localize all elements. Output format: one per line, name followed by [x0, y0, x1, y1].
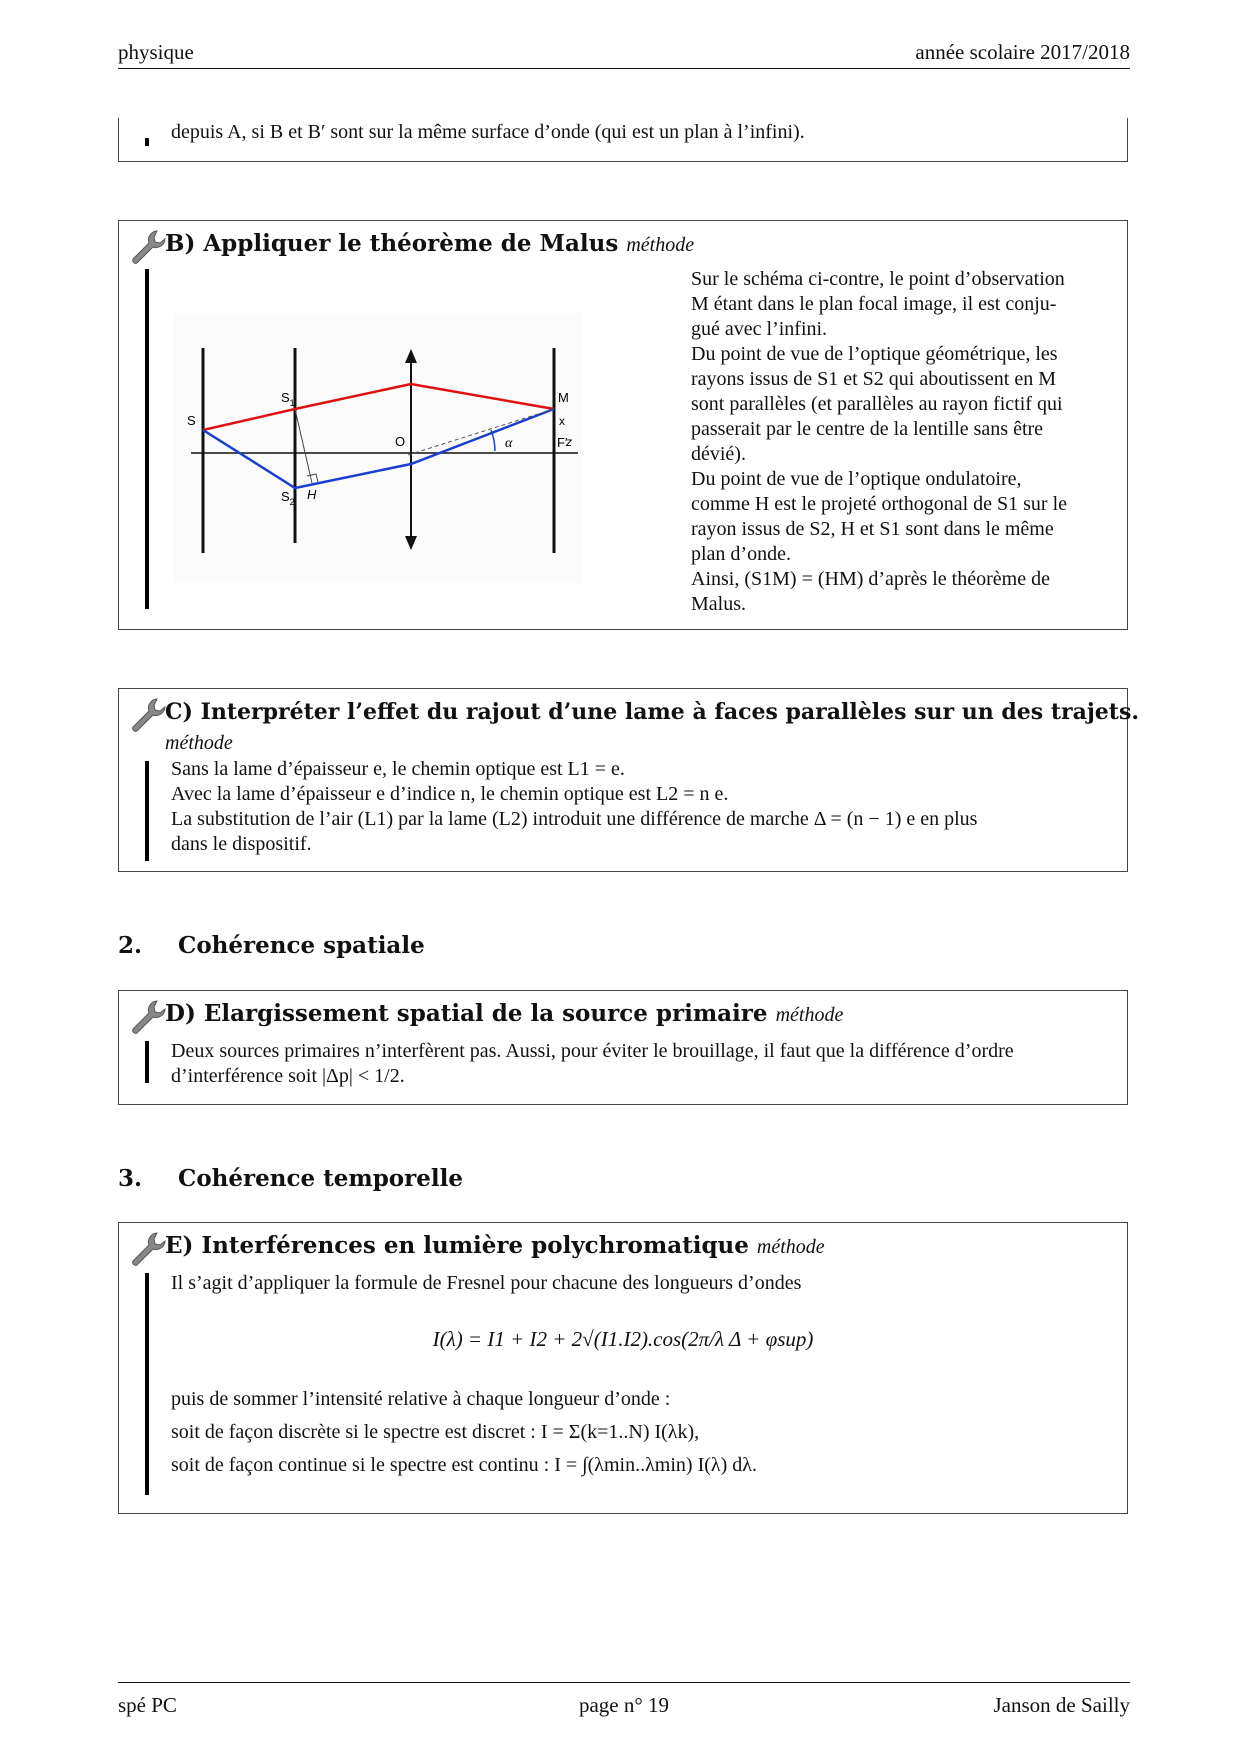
- box-polychromatique: [118, 1222, 1128, 1514]
- lame-line: Avec la lame d’épaisseur e d’indice n, le chemin optique est L2 = n e.: [171, 783, 729, 805]
- malus-line: Sur le schéma ci-contre, le point d’observation: [691, 268, 1065, 290]
- continuation-text: [171, 120, 805, 145]
- malus-line: dévié).: [691, 443, 746, 465]
- box-malus: [118, 220, 1128, 630]
- label-alpha: α: [505, 436, 513, 451]
- box-elargissement-text: [171, 1039, 1121, 1089]
- box-elargissement-title-text: D) Elargissement spatial de la source primaire: [165, 1000, 768, 1027]
- malus-line: plan d’onde.: [691, 543, 791, 565]
- label-S: S: [187, 413, 196, 428]
- malus-line: Ainsi, (S1M) = (HM) d’après le théorème de: [691, 568, 1050, 590]
- malus-line: comme H est le projeté orthogonal de S1 sur le: [691, 493, 1068, 515]
- label-F-prime: F′: [557, 435, 568, 450]
- box-lame-text: [171, 757, 1121, 857]
- malus-diagram: [173, 313, 583, 583]
- poly-continuous: soit de façon continue si le spectre est continu : I = ∫(λmin..λmin) I(λ) dλ.: [171, 1454, 757, 1476]
- continuation-line: depuis A, si B et B′ sont sur la même surface d’onde (qui est un plan à l’infini).: [171, 121, 805, 143]
- poly-discrete: soit de façon discrète si le spectre est discret : I = Σ(k=1..N) I(λk),: [171, 1421, 700, 1443]
- malus-line: Du point de vue de l’optique géométrique, les: [691, 343, 1058, 365]
- header-subject: physique: [118, 40, 194, 64]
- box-left-bar: [145, 138, 149, 146]
- malus-line: rayon issus de S2, H et S1 sont dans le même: [691, 518, 1054, 540]
- continuation-box: [118, 118, 1128, 162]
- box-polychromatique-title-text: E) Interférences en lumière polychromatique: [165, 1232, 749, 1259]
- lame-line: dans le dispositif.: [171, 833, 312, 855]
- box-elargissement-title: [165, 1001, 843, 1028]
- box-polychromatique-text-2: [171, 1383, 1121, 1482]
- box-lame-title: [165, 699, 1139, 725]
- box-left-bar: [145, 1041, 149, 1083]
- wrench-icon: [127, 227, 167, 267]
- methode-tag: méthode: [775, 1004, 844, 1026]
- malus-line: gué avec l’infini.: [691, 318, 828, 340]
- box-left-bar: [145, 1273, 149, 1495]
- box-elargissement: [118, 990, 1128, 1105]
- section-heading: [118, 932, 425, 959]
- methode-tag: méthode: [756, 1236, 825, 1258]
- label-H: H: [307, 487, 317, 502]
- wrench-icon: [127, 695, 167, 735]
- fresnel-formula: I(λ) = I1 + I2 + 2√(I1.I2).cos(2π/λ Δ + φsup): [432, 1327, 814, 1351]
- section-number: 2.: [118, 932, 143, 959]
- section-heading: [118, 1165, 463, 1192]
- poly-after: puis de sommer l’intensité relative à chaque longueur d’onde :: [171, 1388, 671, 1410]
- label-M: M: [558, 390, 569, 405]
- box-polychromatique-text: [171, 1271, 1121, 1296]
- section-title: Cohérence spatiale: [178, 932, 425, 959]
- elargissement-line: Deux sources primaires n’interfèrent pas. Aussi, pour éviter le brouillage, il faut que la différence d’ordre: [171, 1040, 1014, 1062]
- box-lame-title-text: C) Interpréter l’effet du rajout d’une lame à faces parallèles sur un des trajets.: [165, 699, 1139, 725]
- wrench-icon: [127, 1229, 167, 1269]
- diagram-background: [173, 313, 583, 583]
- label-O: O: [395, 434, 406, 449]
- label-S2: $S_2$: [281, 489, 295, 507]
- page-header: [118, 40, 1130, 69]
- footer-class: spé PC: [118, 1693, 177, 1717]
- box-polychromatique-title: [165, 1233, 825, 1260]
- wrench-icon: [127, 997, 167, 1037]
- box-left-bar: [145, 761, 149, 861]
- label-z: z: [566, 435, 572, 449]
- malus-line: rayons issus de S1 et S2 qui aboutissent en M: [691, 368, 1056, 390]
- lame-line: Sans la lame d’épaisseur e, le chemin optique est L1 = e.: [171, 758, 625, 780]
- footer-page-number: page n° 19: [578, 1693, 670, 1717]
- header-school-year: année scolaire 2017/2018: [915, 40, 1130, 64]
- box-lame: [118, 688, 1139, 872]
- box-left-bar: [145, 269, 149, 609]
- methode-tag: méthode: [165, 732, 233, 754]
- box-malus-title: [165, 231, 694, 258]
- footer-school: Janson de Sailly: [993, 1693, 1130, 1717]
- malus-line: sont parallèles (et parallèles au rayon fictif qui: [691, 393, 1063, 415]
- box-malus-text: [691, 267, 1111, 617]
- malus-line: Du point de vue de l’optique ondulatoire,: [691, 468, 1022, 490]
- page-footer: [118, 1682, 1130, 1717]
- elargissement-line: d’interférence soit |Δp| < 1/2.: [171, 1065, 405, 1087]
- malus-line: M étant dans le plan focal image, il est conju-: [691, 293, 1057, 315]
- box-malus-title-text: B) Appliquer le théorème de Malus: [165, 230, 619, 257]
- poly-intro: Il s’agit d’appliquer la formule de Fresnel pour chacune des longueurs d’ondes: [171, 1272, 802, 1294]
- malus-line: passerait par le centre de la lentille sans être: [691, 418, 1044, 440]
- section-title: Cohérence temporelle: [178, 1165, 464, 1192]
- label-x: x: [559, 414, 565, 428]
- malus-line: Malus.: [691, 593, 746, 615]
- section-number: 3.: [118, 1165, 143, 1192]
- lame-line: La substitution de l’air (L1) par la lame (L2) introduit une différence de marche Δ = (n − 1) e en plus: [171, 808, 978, 830]
- methode-tag: méthode: [626, 234, 695, 256]
- label-S1: $S_1$: [281, 390, 295, 408]
